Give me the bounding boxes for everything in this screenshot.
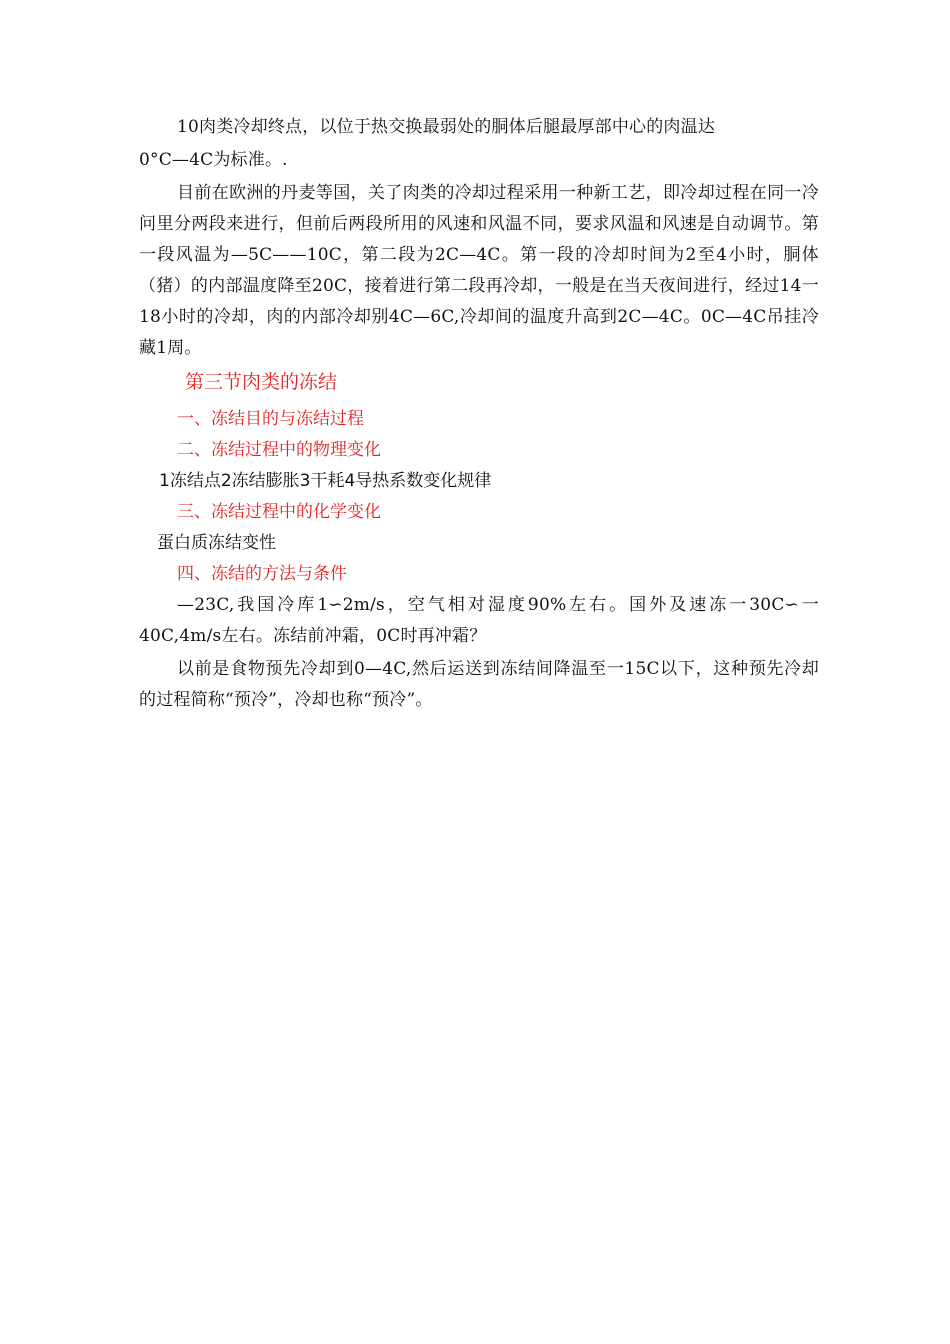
heading-chemical-changes: 三、冻结过程中的化学变化 [177,502,381,522]
document-body [139,112,819,718]
heading-physical-changes: 二、冻结过程中的物理变化 [177,440,381,460]
heading-freezing-purpose: 一、冻结目的与冻结过程 [177,409,364,429]
paragraph-cooling-endpoint-line2: 0°C—4C为标准。. [139,150,288,170]
paragraph-two-stage-cooling: 目前在欧洲的丹麦等国，关了肉类的冷却过程采用一种新工艺，即冷却过程在同一冷问里分两段来进行，但前后两段所用的风速和风温不同，要求风温和风速是自动调节。第一段风温为—5C——10C，第二段为2C—4C。第一段的冷却时间为2至4小时，胴体（猪）的内部温度降至20C，接着进行第二段再冷却，一般是在当天夜间进行，经过14一18小时的冷却，肉的内部冷却别4C—6C,冷却间的温度升高到2C—4C。0C—4C吊挂冷藏1周。 [139,183,819,358]
paragraph-cooling-endpoint-line1: 10肉类冷却终点，以位于热交换最弱处的胴体后腿最厚部中心的肉温达 [177,117,716,137]
heading-freezing-methods: 四、冻结的方法与条件 [177,564,347,584]
chemical-changes-item: 蛋白质冻结变性 [157,533,276,553]
physical-changes-items: 1冻结点2冻结膨胀3干耗4导热系数变化规律 [159,471,492,491]
paragraph-precooling: 以前是食物预先冷却到0—4C,然后运送到冻结间降温至一15C以下，这种预先冷却的过程简称“预冷”，冷却也称“预冷”。 [139,659,819,710]
section-title: 第三节肉类的冻结 [185,371,338,393]
paragraph-freezing-conditions: —23C,我国冷库1∽2m/s，空气相对湿度90%左右。国外及速冻一30C∽一40C,4m/s左右。冻结前冲霜，0C时再冲霜？ [139,595,819,646]
